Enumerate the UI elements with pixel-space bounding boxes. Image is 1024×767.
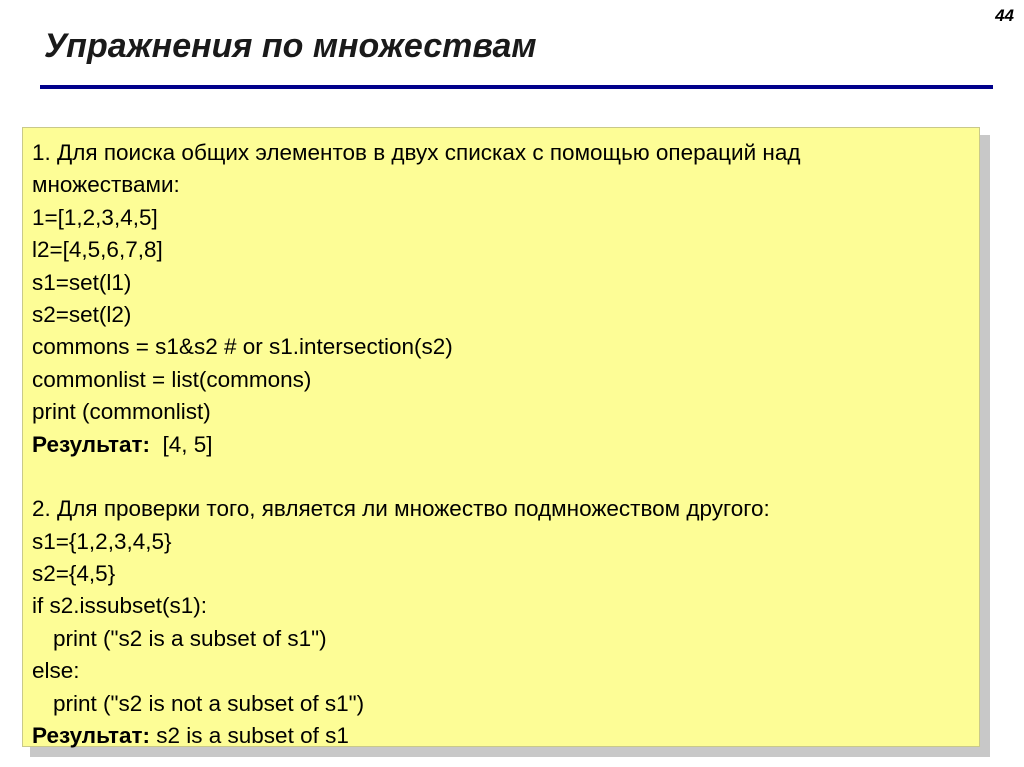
title-divider xyxy=(40,85,993,89)
code-line: commons = s1&s2 # or s1.intersection(s2) xyxy=(32,334,453,360)
result-value: s2 is a subset of s1 xyxy=(150,723,349,749)
result-label: Результат: xyxy=(32,431,150,457)
code-line: else: xyxy=(32,658,80,684)
result-label: Результат: xyxy=(32,723,150,749)
exercise-1-intro-line-2: множествами: xyxy=(32,172,180,198)
code-line: s1=set(l1) xyxy=(32,269,132,295)
exercise-1-intro-line-1: 1. Для поиска общих элементов в двух списках с помощью операций над xyxy=(32,140,801,165)
code-line: s1={1,2,3,4,5} xyxy=(32,528,172,554)
blank-line xyxy=(32,461,979,493)
code-line: print (commonlist) xyxy=(32,399,211,425)
content-box xyxy=(22,127,980,747)
code-line: 1=[1,2,3,4,5] xyxy=(32,204,158,230)
code-line: print ("s2 is not a subset of s1") xyxy=(53,690,365,716)
code-line: commonlist = list(commons) xyxy=(32,366,312,392)
code-line: print ("s2 is a subset of s1") xyxy=(53,625,327,651)
slide-title: Упражнения по множествам xyxy=(44,27,537,65)
page-number: 44 xyxy=(995,6,1014,25)
code-line: s2=set(l2) xyxy=(32,301,132,327)
code-line: s2={4,5} xyxy=(32,561,116,587)
result-value: [4, 5] xyxy=(150,431,213,457)
code-line: if s2.issubset(s1): xyxy=(32,593,208,619)
exercise-1-result xyxy=(32,429,979,461)
code-line: l2=[4,5,6,7,8] xyxy=(32,237,163,263)
exercise-2-result xyxy=(32,720,979,752)
exercise-2-intro: 2. Для проверки того, является ли множество подмножеством другого: xyxy=(32,496,770,522)
